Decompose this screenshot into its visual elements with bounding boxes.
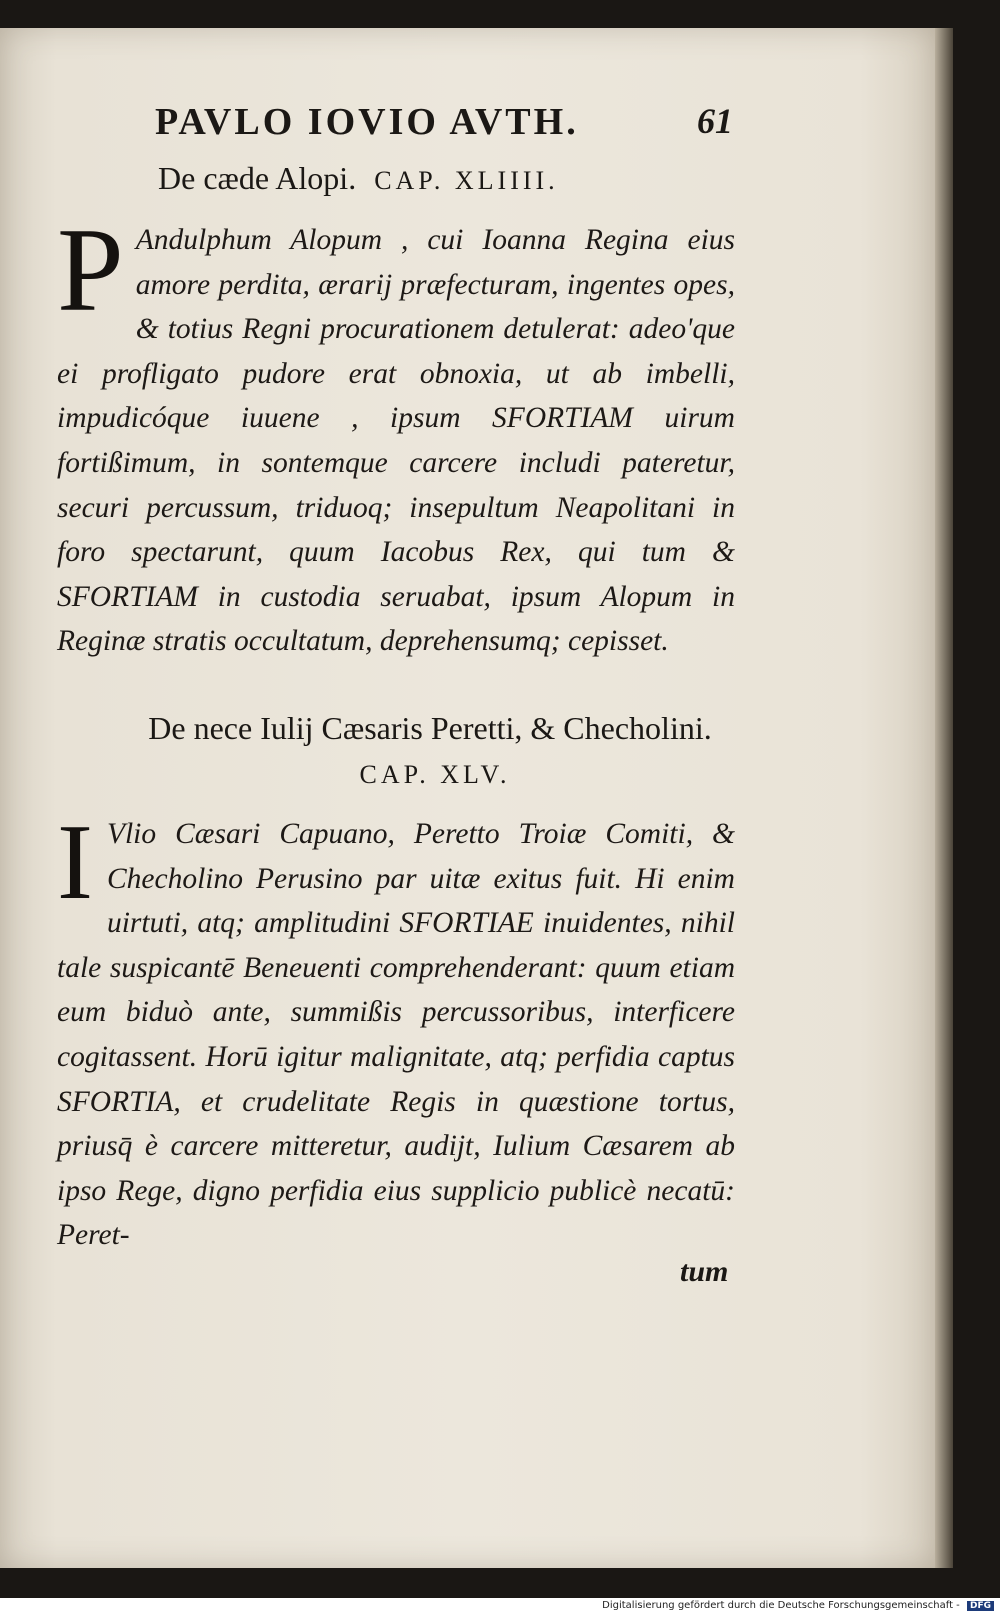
dfg-logo: DFG <box>967 1601 994 1611</box>
running-head <box>155 100 745 150</box>
chapter-heading-1 <box>158 156 758 203</box>
chapter-body-1 <box>57 203 735 664</box>
page-number: 61 <box>697 101 733 141</box>
page-edge <box>935 28 953 1568</box>
drop-cap-1: P <box>57 203 124 336</box>
credit-text: Digitalisierung gefördert durch die Deutsche Forschungsgemeinschaft - <box>602 1600 960 1611</box>
digitization-credit <box>602 1600 994 1611</box>
chapter-heading-2 <box>110 706 750 797</box>
chapter-text-1: Andulphum Alopum , cui Ioanna Regina eius amore perdita, ærarij præfecturam, ingentes opes, & totius Regni procurationem detulerat: adeo'que ei profligato pudore erat obnoxia, ut ab imbelli, impudicóque iuuene , ipsum SFORTIAM uirum fortißimum, in sontemque carcere includi pateretur, securi percussum, triduoq; insepultum Neapolitani in foro spectarunt, quum Iacobus Rex, qui tum & SFORTIAM in custodia seruabat, ipsum Alopum in Reginæ stratis occultatum, deprehensumq; cepisset. <box>57 224 735 658</box>
chapter-number-2: CAP. XLV. <box>359 760 511 789</box>
chapter-text-2: Vlio Cæsari Capuano, Peretto Troiæ Comiti, & Checholino Perusino par uitæ exitus fuit. Hi enim uirtuti, atq; amplitudini SFORTIAE inuidentes, nihil tale suspicantē Beneuenti comprehenderant: quum etiam eum biduò ante, summißis percussoribus, interficere cogitassent. Horū igitur malignitate, atq; perfidia captus SFORTIA, et crudelitate Regis in quæstione tortus, priusq̄ è carcere mitteretur, audijt, Iulium Cæsarem ab ipso Rege, digno perfidia eius supplicio publicè necatū: Peret- <box>57 818 735 1252</box>
chapter-body-2 <box>57 803 735 1258</box>
chapter-number-1: CAP. XLIIII. <box>374 166 559 195</box>
chapter-title-1: De cæde Alopi. <box>158 160 357 196</box>
running-title: PAVLO IOVIO AVTH. <box>155 101 579 143</box>
catchword: tum <box>680 1255 729 1288</box>
chapter-title-2: De nece Iulij Cæsaris Peretti, & Checholini. <box>148 710 712 746</box>
drop-cap-2: I <box>57 803 93 922</box>
